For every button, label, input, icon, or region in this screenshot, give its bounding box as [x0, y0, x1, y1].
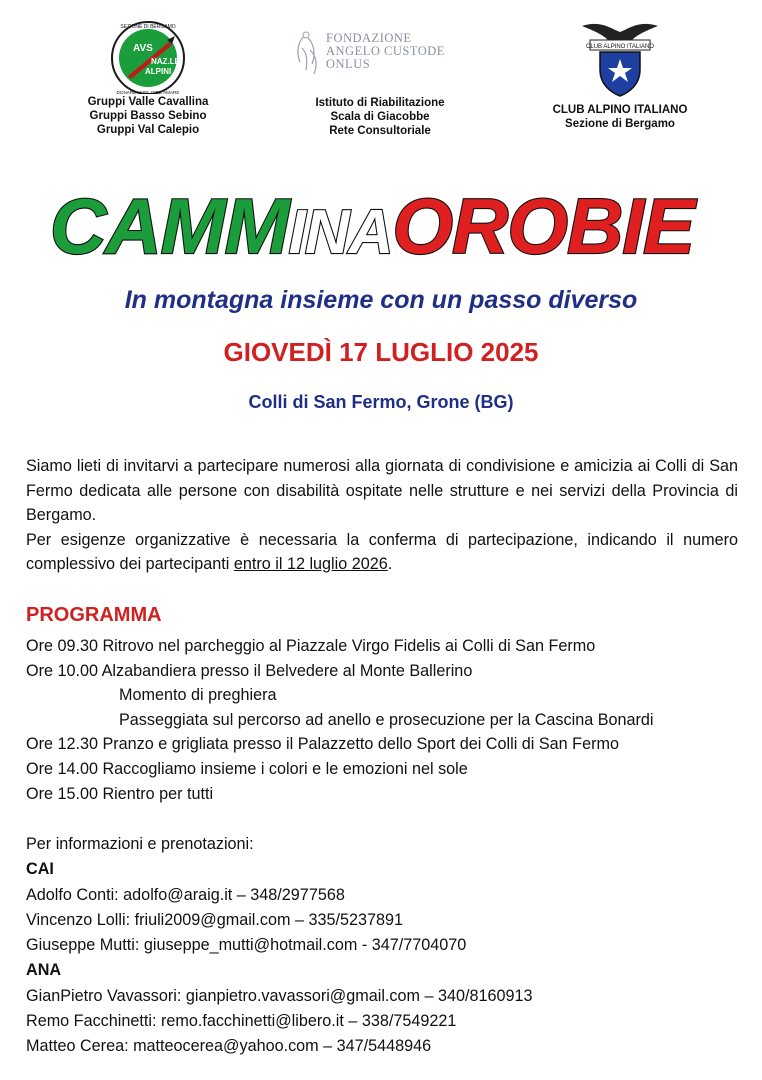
cai-logo-block: [520, 18, 720, 130]
contact-row: Adolfo Conti: adolfo@araig.it – 348/2977568: [26, 885, 345, 904]
event-place: Colli di San Fermo, Grone (BG): [248, 392, 514, 412]
contact-row: Vincenzo Lolli: friuli2009@gmail.com – 335/5237891: [26, 910, 403, 929]
cai-caption-line: Sezione di Bergamo: [565, 118, 675, 130]
ana-inner-3: ALPINI: [145, 67, 172, 76]
ana-inner-1: AVS: [133, 43, 153, 54]
angel-icon: [290, 30, 324, 80]
fondazione-line: ANGELO CUSTODE: [326, 44, 445, 58]
ana-caption-line: Gruppi Basso Sebino: [89, 110, 207, 122]
programma-title: PROGRAMMA: [26, 604, 162, 626]
title-red: OROBIE: [392, 182, 695, 270]
programma-row: Ore 14.00 Raccogliamo insieme i colori e le emozioni nel sole: [26, 759, 468, 778]
cai-banner: CLUB ALPINO ITALIANO: [586, 44, 654, 50]
programma-row: Ore 09.30 Ritrovo nel parcheggio al Piazzale Virgo Fidelis ai Colli di San Fermo: [26, 637, 596, 655]
info-intro: Per informazioni e prenotazioni:: [26, 835, 254, 853]
svg-text:CAMMINAOROBIE: [50, 182, 697, 270]
contact-row: Matteo Cerea: matteocerea@yahoo.com – 347/5448946: [26, 1037, 432, 1056]
programma-row: Ore 12.30 Pranzo e grigliata presso il Palazzetto dello Sport dei Colli di San Fermo: [26, 735, 619, 754]
programma-list: [26, 634, 756, 806]
ana-inner-2: NAZ.LE: [151, 57, 180, 66]
title-white: INA: [288, 198, 393, 267]
fondazione-line: FONDAZIONE: [326, 31, 412, 45]
intro-p2-b: .: [387, 555, 393, 573]
fondazione-caption-line: Rete Consultoriale: [329, 125, 431, 137]
contact-info: [26, 832, 756, 1060]
main-title: [46, 158, 726, 278]
intro-text: [26, 454, 738, 577]
fondazione-line: ONLUS: [326, 57, 371, 71]
programma-row: Ore 10.00 Alzabandiera presso il Belvedere al Monte Ballerino: [26, 661, 473, 680]
intro-paragraph-1: Siamo lieti di invitarvi a partecipare numerosi alla giornata di condivisione e amicizia ai Colli di San Fermo dedicata alle persone con disabilità ospitate nelle strutture e nei servizi della Provincia di Bergamo.: [26, 457, 738, 524]
title-green: CAMM: [50, 182, 289, 270]
cai-caption-line: CLUB ALPINO ITALIANO: [552, 104, 688, 116]
programma-row: Ore 15.00 Rientro per tutti: [26, 784, 214, 803]
ana-ring-bottom: DONARE VUOL DIRE AMARE: [116, 90, 180, 94]
group-name: CAI: [26, 860, 54, 879]
fondazione-caption: [290, 96, 470, 138]
ana-logo: [48, 18, 248, 94]
deadline: entro il 12 luglio 2026: [233, 555, 388, 573]
cai-logo: [520, 18, 720, 100]
programma-row: Passeggiata sul percorso ad anello e prosecuzione per la Cascina Bonardi: [119, 710, 654, 729]
intro-paragraph-2: [26, 528, 738, 577]
programma-row: Momento di preghiera: [119, 686, 277, 705]
header-logos: [0, 0, 762, 150]
event-date: GIOVEDÌ 17 LUGLIO 2025: [223, 337, 539, 367]
contact-row: Giuseppe Mutti: giuseppe_mutti@hotmail.com - 347/7704070: [26, 936, 467, 955]
intro-p2-a: Per esigenze organizzative è necessaria la conferma di partecipazione, indicando il numero complessivo dei partecipanti: [26, 530, 738, 573]
ana-caption-line: Gruppi Valle Cavallina: [87, 96, 209, 108]
fondazione-caption-line: Istituto di Riabilitazione: [315, 97, 445, 109]
cai-caption: [520, 103, 720, 131]
contact-row: GianPietro Vavassori: gianpietro.vavassori@gmail.com – 340/8160913: [26, 986, 533, 1005]
subtitle: In montagna insieme con un passo diverso: [124, 286, 638, 314]
fondazione-name: [326, 32, 445, 71]
group-name: ANA: [26, 961, 62, 980]
contact-row: Remo Facchinetti: remo.facchinetti@libero.it – 338/7549221: [26, 1012, 457, 1031]
ana-logo-block: [48, 18, 248, 136]
ana-caption: [48, 95, 248, 137]
fondazione-caption-line: Scala di Giacobbe: [330, 111, 430, 123]
ana-ring-top: SEZIONE DI BERGAMO: [120, 24, 176, 30]
ana-caption-line: Gruppi Val Calepio: [96, 124, 200, 136]
